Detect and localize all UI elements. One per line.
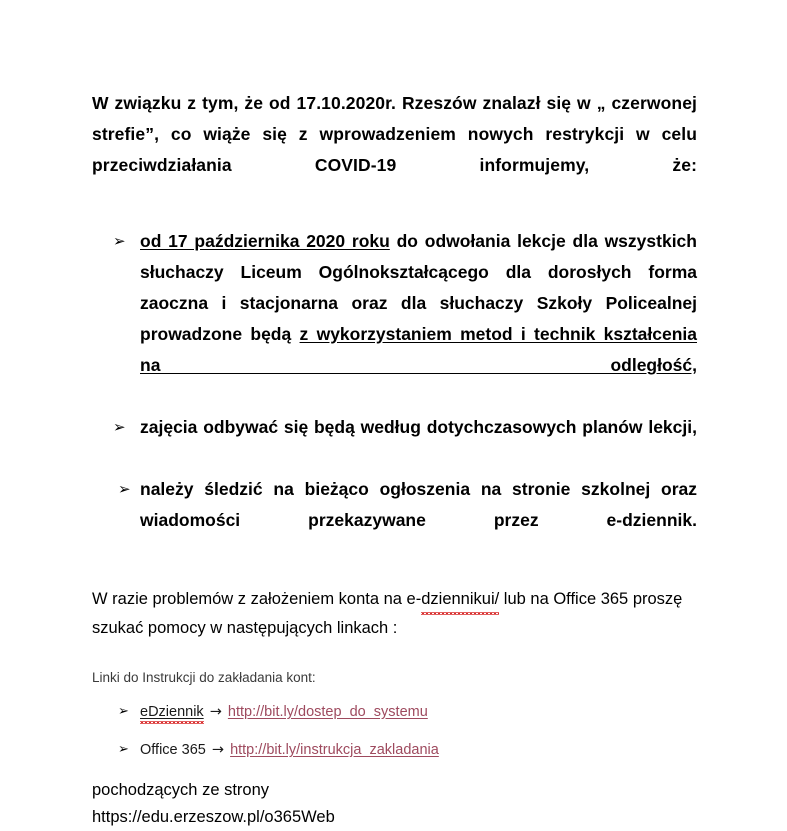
link-label-office365: Office 365 <box>140 742 206 758</box>
instruction-links-list <box>92 701 697 761</box>
underlined-date-phrase: od 17 października 2020 roku <box>140 231 390 251</box>
list-item-text: należy śledzić na bieżąco ogłoszenia na stronie szkolnej oraz wiadomości przekazywane przez e-dziennik. <box>140 479 697 530</box>
help-text-before: W razie problemów z założeniem konta na e- <box>92 590 422 608</box>
help-paragraph <box>92 585 692 643</box>
intro-paragraph: W związku z tym, że od 17.10.2020r. Rzeszów znalazł się w „ czerwonej strefie”, co wiąże się z wprowadzeniem nowych restrykcji w celu przeciwdziałania COVID-19 informujemy, że: <box>92 93 697 175</box>
list-item <box>92 739 697 761</box>
list-item <box>92 412 697 474</box>
list-item-middle-text: do odwołania lekcje dla wszystkich słuchaczy Liceum Ogólnokształcącego dla dorosłych forma zaoczna i stacjonarna oraz dla słuchaczy Szkoły Policealnej prowadzone będą <box>140 231 697 344</box>
link-label-edziennik: eDziennik <box>140 701 204 723</box>
spellcheck-misspelled-word: dziennikui/ <box>421 585 499 614</box>
link-url-office365[interactable]: http://bit.ly/instrukcja_zakladania <box>230 742 439 758</box>
bullet-arrow-icon: ➢ <box>118 480 131 498</box>
link-url-edziennik[interactable]: http://bit.ly/dostep_do_systemu <box>227 704 428 720</box>
list-item <box>92 701 697 723</box>
closing-line-2: https://edu.erzeszow.pl/o365Web <box>92 808 335 826</box>
underlined-method-phrase: z wykorzystaniem metod i technik kształcenia na odległość, <box>140 324 697 375</box>
right-arrow-icon: → <box>209 704 222 720</box>
bullet-arrow-icon: ➢ <box>118 742 129 757</box>
restrictions-list <box>92 226 697 567</box>
closing-line-1: pochodzących ze strony <box>92 781 270 799</box>
list-item-text <box>140 231 697 406</box>
list-item <box>92 474 697 567</box>
list-item <box>92 226 697 412</box>
bullet-arrow-icon: ➢ <box>118 704 129 719</box>
closing-paragraph <box>92 777 697 831</box>
links-section-label: Linki do Instrukcji do zakładania kont: <box>92 670 316 685</box>
list-item-text: zajęcia odbywać się będą według dotychczasowych planów lekcji, <box>140 417 697 437</box>
help-text-after: lub na Office 365 proszę szukać pomocy w następujących linkach : <box>92 590 683 637</box>
right-arrow-icon: → <box>211 742 225 758</box>
bullet-arrow-icon: ➢ <box>113 232 126 250</box>
bullet-arrow-icon: ➢ <box>113 418 126 436</box>
